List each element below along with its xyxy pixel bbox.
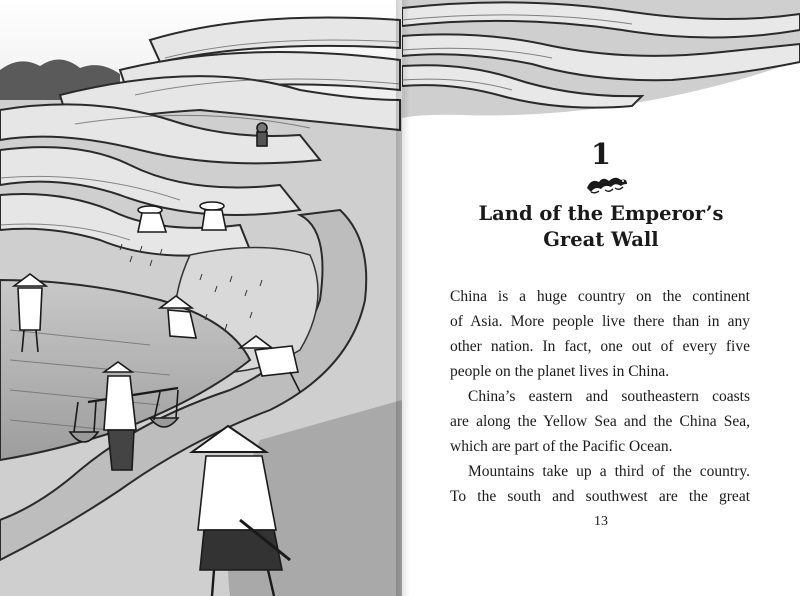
- paragraph: [450, 384, 750, 459]
- text-line: China’s eastern and southeastern coasts: [468, 388, 750, 405]
- text-line: of Asia. More people live there than in any: [450, 313, 750, 330]
- chapter-number: 1: [590, 137, 612, 171]
- body-text: [450, 284, 750, 509]
- text-page: [402, 0, 800, 596]
- paragraph: [450, 459, 750, 509]
- terrace-continuation-art: [402, 0, 800, 140]
- chapter-title: [402, 201, 800, 253]
- book-gutter: [396, 0, 410, 596]
- page-number: 13: [594, 514, 608, 529]
- paragraph: [450, 284, 750, 384]
- dragon-icon: [585, 172, 629, 196]
- text-line: China is a huge country on the continent: [450, 288, 750, 305]
- text-line: which are part of the Pacific Ocean.: [450, 438, 673, 455]
- terrace-header-art: [402, 0, 800, 140]
- text-line: are along the Yellow Sea and the China Sea,: [450, 413, 750, 430]
- text-line: other nation. In fact, one out of every five: [450, 338, 750, 355]
- chapter-title-line: Land of the Emperor’s: [478, 202, 724, 225]
- text-line: Mountains take up a third of the country.: [468, 463, 750, 480]
- chapter-title-line: Great Wall: [543, 228, 659, 251]
- text-line: people on the planet lives in China.: [450, 363, 670, 380]
- text-line: To the south and southwest are the great: [450, 488, 750, 505]
